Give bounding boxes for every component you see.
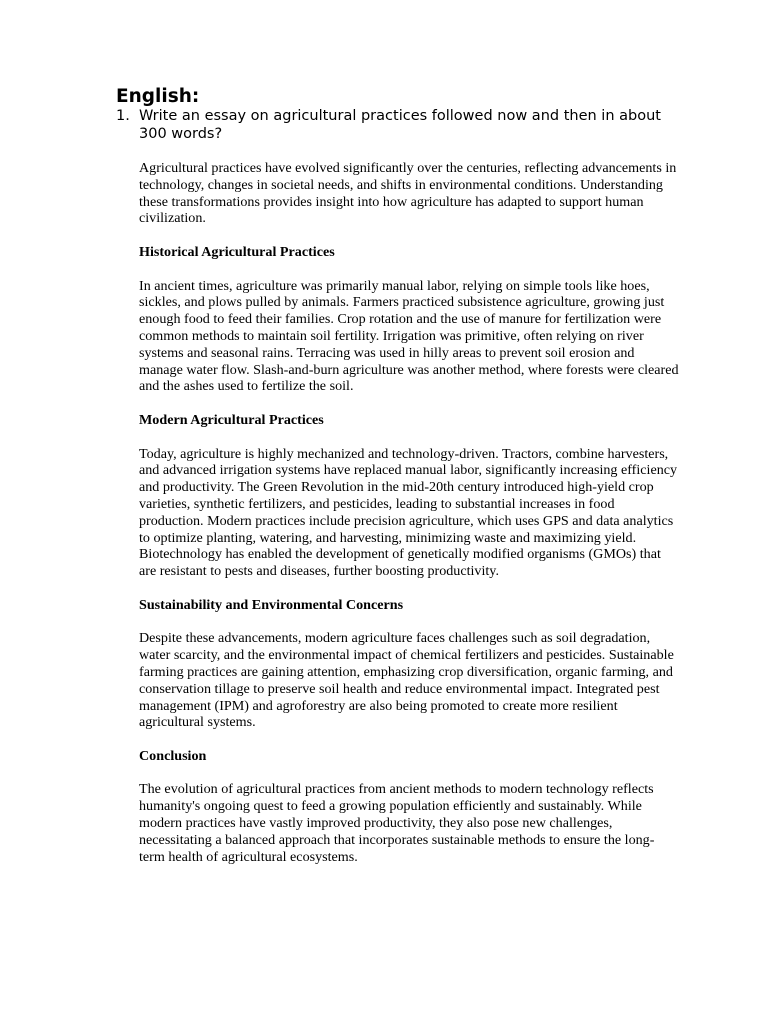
subject-heading: English: (116, 86, 200, 107)
section-paragraph-sustainability: Despite these advancements, modern agriculture faces challenges such as soil degradation, water scarcity, and the environmental impact of chemical fertilizers and pesticides. Sustainable farming practices are gaining attention, emphasizing crop diversification, organic farming, and conservation tillage to preserve soil health and reduce environmental impact. Integrated pest management (IPM) and agroforestry are also being promoted to create more resilient agricultural systems. (139, 630, 674, 731)
essay-body (139, 160, 679, 882)
question-text: Write an essay on agricultural practices followed now and then in about 300 words? (139, 108, 661, 142)
section-heading-conclusion: Conclusion (139, 747, 207, 764)
essay-intro-paragraph: Agricultural practices have evolved significantly over the centuries, reflecting advancements in technology, changes in societal needs, and shifts in environmental conditions. Understanding these transformations provides insight into how agriculture has adapted to support human civilization. (139, 160, 677, 227)
section-paragraph-modern: Today, agriculture is highly mechanized and technology-driven. Tractors, combine harvesters, and advanced irrigation systems have replaced manual labor, significantly increasing efficiency and productivity. The Green Revolution in the mid-20th century introduced high-yield crop varieties, synthetic fertilizers, and pesticides, leading to substantial increases in food production. Modern practices include precision agriculture, which uses GPS and data analytics to optimize planting, watering, and harvesting, minimizing waste and maximizing yield. Biotechnology has enabled the development of genetically modified organisms (GMOs) that are resistant to pests and diseases, further boosting productivity. (139, 445, 678, 580)
section-heading-sustainability: Sustainability and Environmental Concerns (139, 596, 404, 613)
section-paragraph-conclusion: The evolution of agricultural practices from ancient methods to modern technology reflects humanity's ongoing quest to feed a growing population efficiently and sustainably. While modern practices have vastly improved productivity, they also pose new challenges, necessitating a balanced approach that incorporates sustainable methods to ensure the long-term health of agricultural ecosystems. (139, 781, 655, 865)
question-number: 1. (116, 108, 130, 124)
section-heading-modern: Modern Agricultural Practices (139, 411, 324, 428)
question-item (116, 108, 661, 143)
section-paragraph-historical: In ancient times, agriculture was primarily manual labor, relying on simple tools like hoes, sickles, and plows pulled by animals. Farmers practiced subsistence agriculture, growing just enough food to feed their families. Crop rotation and the use of manure for fertilization were common methods to maintain soil fertility. Irrigation was primitive, often relying on river systems and seasonal rains. Terracing was used in hilly areas to prevent soil erosion and manage water flow. Slash-and-burn agriculture was another method, where forests were cleared and the ashes used to fertilize the soil. (139, 277, 679, 395)
section-heading-historical: Historical Agricultural Practices (139, 243, 335, 260)
